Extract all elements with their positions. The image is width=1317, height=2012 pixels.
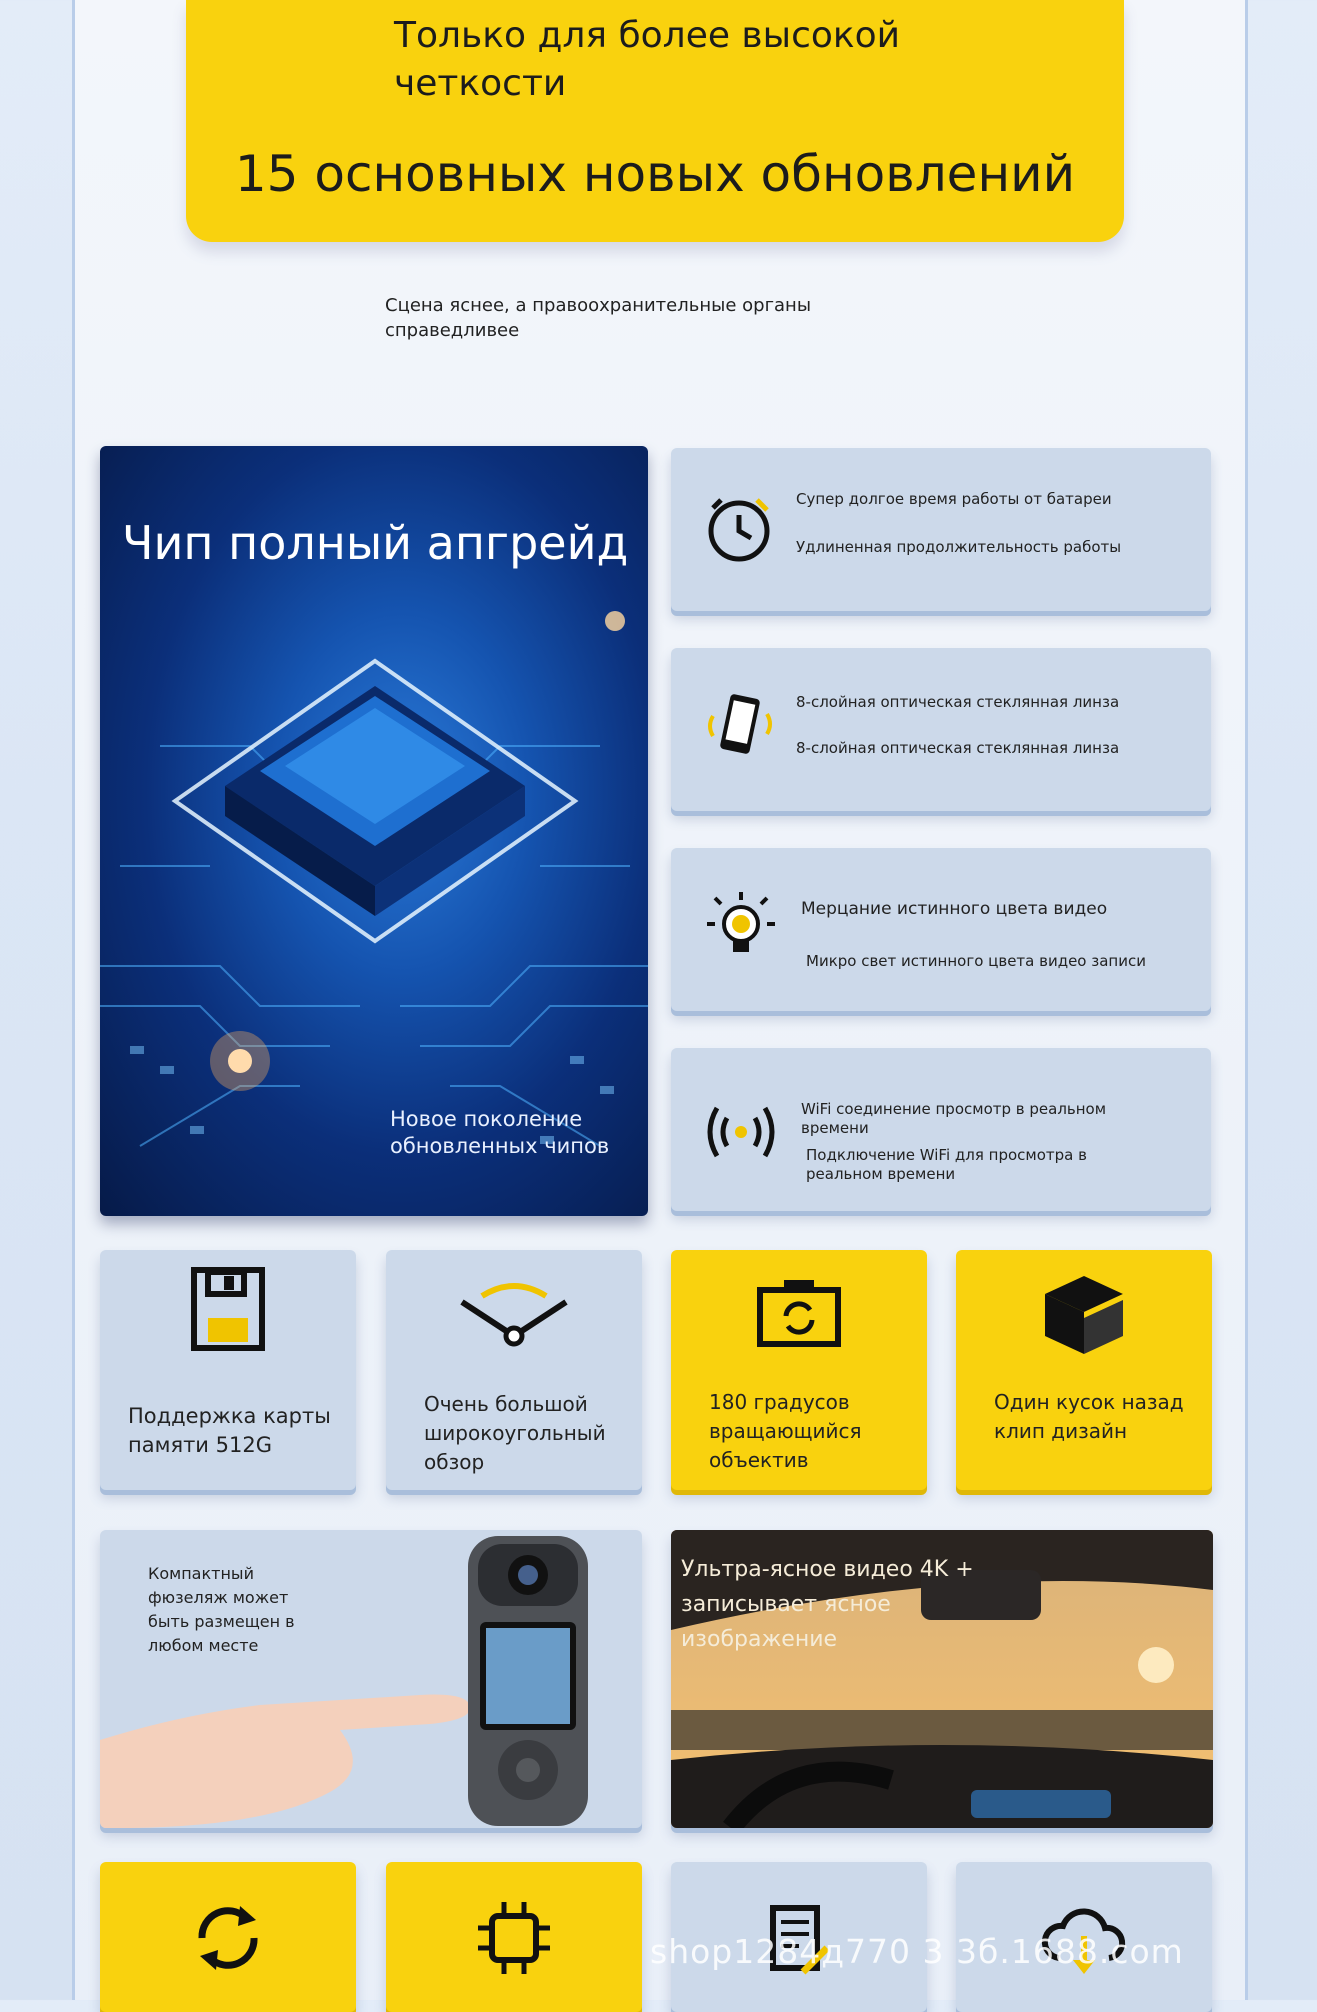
video-4k-card [671, 1530, 1213, 1828]
lightbulb-icon [701, 888, 781, 968]
chip-title: Чип полный апгрейд [122, 516, 629, 570]
banner-title-line1: Только для более высокой четкости [394, 15, 901, 104]
shop-watermark: shop1284д770 3 3б.1688.com [650, 1932, 1184, 1971]
clock-battery-icon [701, 488, 781, 568]
tile-loop-recording [100, 1862, 356, 2012]
feature-lens-desc: 8-слойная оптическая стеклянная линза [796, 739, 1120, 757]
feature-card-color [671, 848, 1211, 1011]
video-4k-text: Ультра-ясное видео 4K + записывает ясное изображение [681, 1557, 974, 1652]
tile-rotating-lens [671, 1250, 927, 1490]
feature-card-lens [671, 648, 1211, 811]
feature-lens-title: 8-слойная оптическая стеклянная линза [796, 693, 1120, 711]
tile-processor [386, 1862, 642, 2012]
tile-clip-design-label: Один кусок назад клип дизайн [994, 1390, 1184, 1443]
tile-memory-label: Поддержка карты памяти 512G [128, 1404, 331, 1457]
cube-icon [1039, 1270, 1129, 1360]
chip-subtitle: Новое поколение обновленных чипов [390, 1107, 610, 1158]
subtitle-text: Сцена яснее, а правоохранительные органы справедливее [385, 295, 812, 341]
feature-card-battery [671, 448, 1211, 611]
phone-vibrate-icon [701, 688, 781, 768]
tile-wide-angle-label: Очень большой широкоугольный обзор [424, 1392, 606, 1474]
tile-memory-card [100, 1250, 356, 1490]
hand-camera-image [100, 1530, 642, 1828]
tile-wide-angle [386, 1250, 642, 1490]
feature-color-title: Мерцание истинного цвета видео [801, 899, 1108, 919]
feature-wifi-title: WiFi соединение просмотр в реальном времени [801, 1100, 1107, 1137]
header-banner [186, 0, 1124, 242]
wifi-signal-icon [701, 1092, 781, 1172]
refresh-icon [188, 1898, 268, 1978]
floppy-disk-icon [188, 1264, 268, 1354]
feature-battery-title: Супер долгое время работы от батареи [796, 490, 1112, 508]
feature-card-wifi [671, 1048, 1211, 1211]
feature-battery-desc: Удлиненная продолжительность работы [796, 538, 1122, 556]
feature-color-desc: Микро свет истинного цвета видео записи [806, 952, 1146, 970]
processor-icon [474, 1898, 554, 1978]
compact-text: Компактный фюзеляж может быть размещен в любом месте [148, 1564, 295, 1655]
tile-rotating-lens-label: 180 градусов вращающийся объектив [709, 1390, 862, 1472]
tile-clip-design [956, 1250, 1212, 1490]
wide-angle-icon [454, 1270, 574, 1350]
chip-upgrade-panel [100, 446, 648, 1216]
feature-wifi-desc: Подключение WiFi для просмотра в реальном времени [806, 1146, 1087, 1183]
banner-title-line2: 15 основных новых обновлений [234, 145, 1076, 203]
camera-rotate-icon [754, 1272, 844, 1352]
compact-body-card [100, 1530, 642, 1828]
